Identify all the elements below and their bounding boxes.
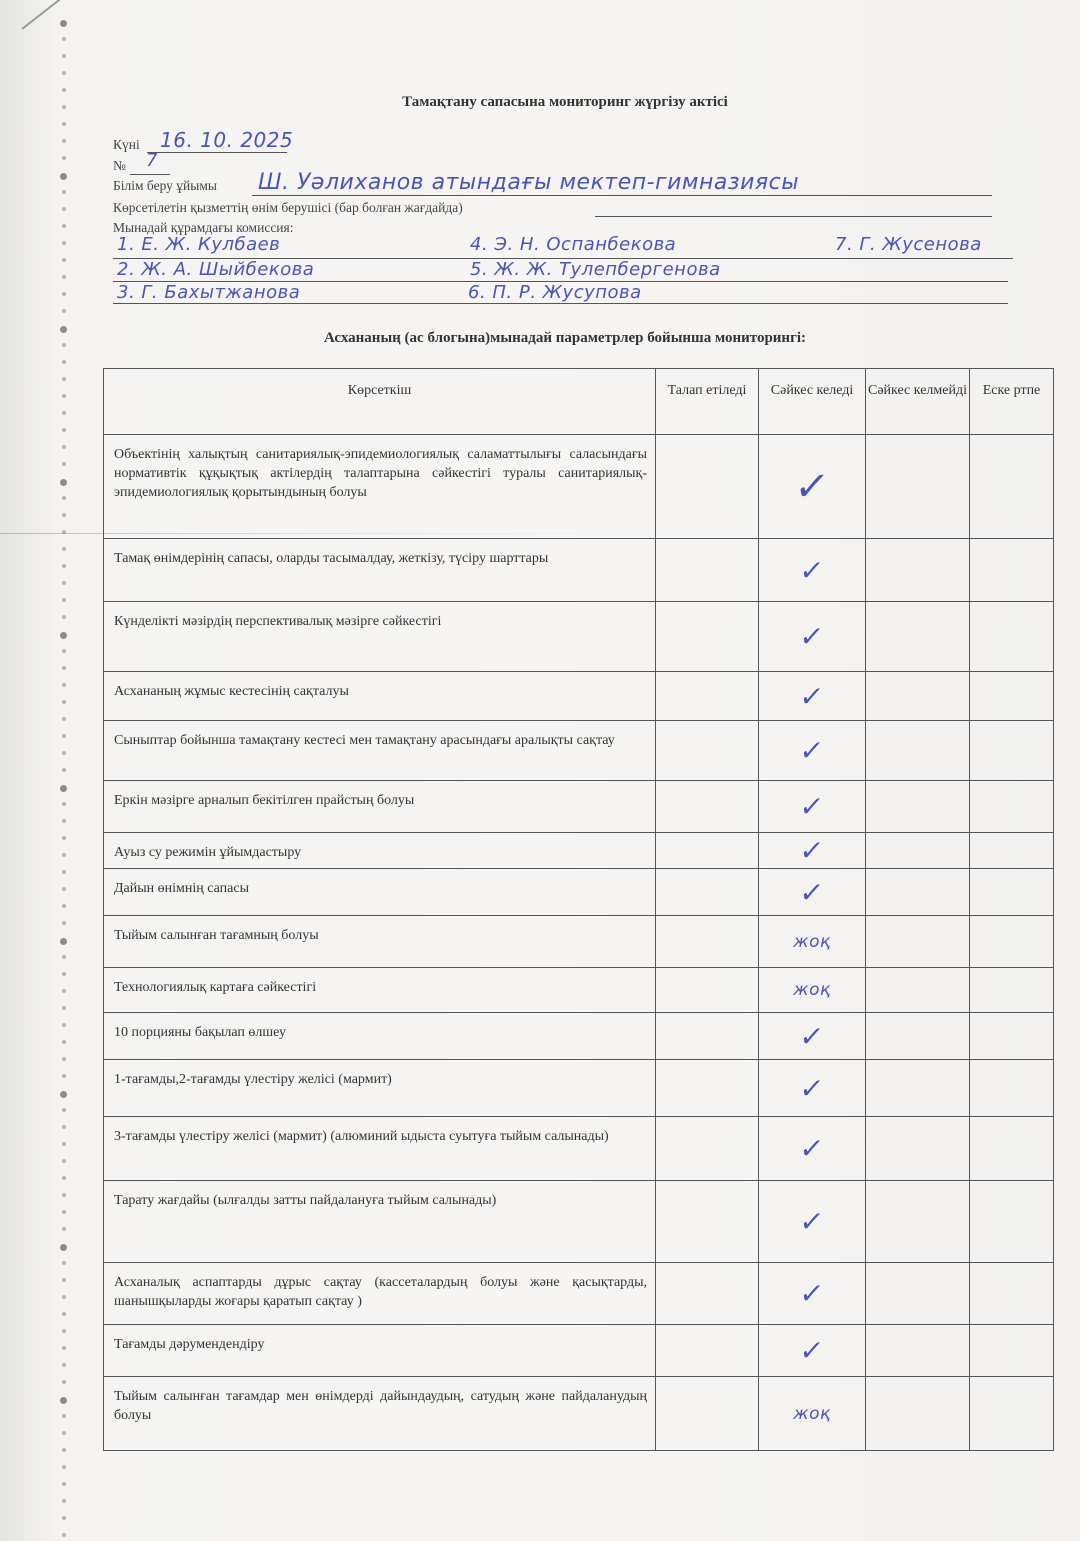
binding-hole bbox=[62, 819, 66, 823]
check-mark-icon: ✓ bbox=[797, 620, 827, 653]
commission-label: Мынадай құрамдағы комиссия: bbox=[113, 220, 294, 235]
binding-hole bbox=[62, 1261, 66, 1265]
required-cell bbox=[656, 968, 759, 1013]
number-label: № bbox=[113, 158, 126, 173]
binding-hole bbox=[62, 768, 66, 772]
required-cell bbox=[656, 1181, 759, 1263]
binding-hole bbox=[62, 377, 66, 381]
binding-hole bbox=[62, 802, 66, 806]
noncompliant-cell bbox=[866, 602, 970, 672]
check-mark-icon: ✓ bbox=[797, 1334, 827, 1367]
binding-hole bbox=[62, 717, 66, 721]
indicator-cell: Сыныптар бойынша тамақтану кестесі мен тамақтану арасындағы аралықты сақтау bbox=[104, 721, 656, 781]
check-mark-icon: ✓ bbox=[797, 834, 827, 867]
date-value: 16. 10. 2025 bbox=[160, 128, 294, 152]
compliant-cell bbox=[759, 539, 866, 602]
binding-hole bbox=[62, 394, 66, 398]
binding-hole bbox=[62, 156, 66, 160]
compliant-cell bbox=[759, 781, 866, 833]
compliant-cell bbox=[759, 721, 866, 781]
noncompliant-cell bbox=[866, 1013, 970, 1060]
binding-hole bbox=[62, 309, 66, 313]
table-header-row bbox=[104, 369, 1054, 435]
note-cell bbox=[970, 1060, 1054, 1117]
binding-hole bbox=[62, 904, 66, 908]
required-cell bbox=[656, 1263, 759, 1325]
table-row bbox=[104, 1181, 1054, 1263]
note-cell bbox=[970, 833, 1054, 869]
binding-hole bbox=[62, 462, 66, 466]
table-row bbox=[104, 1060, 1054, 1117]
school-underline bbox=[252, 195, 992, 196]
provider-underline bbox=[595, 216, 992, 217]
binding-hole bbox=[62, 921, 66, 925]
note-cell bbox=[970, 781, 1054, 833]
compliant-cell bbox=[759, 968, 866, 1013]
binding-hole bbox=[62, 360, 66, 364]
required-cell bbox=[656, 833, 759, 869]
noncompliant-cell bbox=[866, 721, 970, 781]
commission-underline-3 bbox=[113, 303, 1008, 304]
binding-hole bbox=[62, 870, 66, 874]
binding-hole bbox=[62, 1329, 66, 1333]
table-row bbox=[104, 602, 1054, 672]
required-cell bbox=[656, 672, 759, 721]
noncompliant-cell bbox=[866, 1263, 970, 1325]
table-row bbox=[104, 968, 1054, 1013]
table-row bbox=[104, 1117, 1054, 1181]
binding-hole bbox=[62, 1414, 66, 1418]
compliant-cell bbox=[759, 869, 866, 916]
commission-member-2: 2. Ж. А. Шыйбекова bbox=[117, 259, 315, 280]
binding-hole bbox=[62, 598, 66, 602]
binding-hole bbox=[62, 1074, 66, 1078]
noncompliant-cell bbox=[866, 672, 970, 721]
required-cell bbox=[656, 435, 759, 539]
indicator-cell: Асхананың жұмыс кестесінің сақталуы bbox=[104, 672, 656, 721]
binding-hole bbox=[62, 1159, 66, 1163]
binding-hole bbox=[60, 173, 67, 180]
handwritten-note: жоқ bbox=[793, 931, 831, 952]
binding-hole bbox=[62, 1108, 66, 1112]
table-row bbox=[104, 672, 1054, 721]
table-row bbox=[104, 1013, 1054, 1060]
binding-hole bbox=[62, 190, 66, 194]
binding-hole bbox=[62, 649, 66, 653]
note-cell bbox=[970, 869, 1054, 916]
binding-hole bbox=[62, 71, 66, 75]
note-cell bbox=[970, 1377, 1054, 1451]
binding-hole bbox=[62, 1142, 66, 1146]
binding-hole bbox=[62, 1040, 66, 1044]
indicator-cell: 10 порцияны бақылап өлшеу bbox=[104, 1013, 656, 1060]
table-row bbox=[104, 1325, 1054, 1377]
binding-hole bbox=[62, 955, 66, 959]
number-underline bbox=[130, 174, 170, 175]
binding-hole bbox=[60, 1244, 67, 1251]
commission-member-7: 7. Г. Жусенова bbox=[835, 234, 982, 255]
indicator-cell: Ауыз су режимін ұйымдастыру bbox=[104, 833, 656, 869]
binding-hole bbox=[60, 785, 67, 792]
binding-hole bbox=[62, 1210, 66, 1214]
check-mark-icon: ✓ bbox=[792, 463, 832, 510]
school-value: Ш. Уәлиханов атындағы мектеп-гимназиясы bbox=[258, 170, 800, 195]
check-mark-icon: ✓ bbox=[797, 679, 827, 713]
noncompliant-cell bbox=[866, 1325, 970, 1377]
note-cell bbox=[970, 916, 1054, 968]
binding-hole bbox=[62, 241, 66, 245]
header-indicator: Көрсеткіш bbox=[104, 369, 656, 435]
binding-hole bbox=[62, 1193, 66, 1197]
note-cell bbox=[970, 602, 1054, 672]
compliant-cell bbox=[759, 435, 866, 539]
binding-hole bbox=[62, 581, 66, 585]
handwritten-note: жоқ bbox=[793, 1403, 831, 1424]
noncompliant-cell bbox=[866, 968, 970, 1013]
commission-member-5: 5. Ж. Ж. Тулепбергенова bbox=[470, 259, 721, 280]
check-mark-icon: ✓ bbox=[797, 1277, 827, 1310]
binding-hole bbox=[62, 1278, 66, 1282]
compliant-cell bbox=[759, 672, 866, 721]
binding-hole bbox=[62, 1465, 66, 1469]
binding-hole bbox=[62, 1380, 66, 1384]
note-cell bbox=[970, 1263, 1054, 1325]
noncompliant-cell bbox=[866, 916, 970, 968]
check-mark-icon: ✓ bbox=[797, 1132, 827, 1165]
binding-hole bbox=[62, 1431, 66, 1435]
indicator-cell: Тыйым салынған тағамның болуы bbox=[104, 916, 656, 968]
indicator-cell: Асханалық аспаптарды дұрыс сақтау (кассеталардың болуы және қасықтарды, шанышқыларды жоғары қаратып сақтау ) bbox=[104, 1263, 656, 1325]
number-value: 7 bbox=[146, 150, 158, 171]
compliant-cell bbox=[759, 916, 866, 968]
check-mark-icon: ✓ bbox=[797, 734, 827, 767]
binding-hole bbox=[60, 1397, 67, 1404]
note-cell bbox=[970, 1325, 1054, 1377]
school-label: Білім беру ұйымы bbox=[113, 178, 217, 193]
binding-hole bbox=[62, 1448, 66, 1452]
binding-hole bbox=[62, 445, 66, 449]
indicator-cell: Күнделікті мәзірдің перспективалық мәзірге сәйкестігі bbox=[104, 602, 656, 672]
document-title: Тамақтану сапасына мониторинг жүргізу актісі bbox=[402, 94, 728, 110]
binding-hole bbox=[62, 37, 66, 41]
check-mark-icon: ✓ bbox=[797, 875, 827, 909]
table-row bbox=[104, 869, 1054, 916]
binding-hole bbox=[62, 1227, 66, 1231]
binding-hole bbox=[62, 292, 66, 296]
noncompliant-cell bbox=[866, 435, 970, 539]
note-cell bbox=[970, 435, 1054, 539]
header-required: Талап етіледі bbox=[656, 369, 759, 435]
binding-hole bbox=[60, 632, 67, 639]
commission-member-3: 3. Г. Бахытжанова bbox=[117, 282, 301, 303]
compliant-cell bbox=[759, 1117, 866, 1181]
commission-member-4: 4. Э. Н. Оспанбекова bbox=[470, 234, 677, 255]
binding-hole bbox=[62, 1482, 66, 1486]
noncompliant-cell bbox=[866, 1377, 970, 1451]
required-cell bbox=[656, 1117, 759, 1181]
noncompliant-cell bbox=[866, 869, 970, 916]
binding-hole bbox=[62, 275, 66, 279]
indicator-cell: Объектінің халықтың санитариялық-эпидемиологиялық саламаттылығы саласындағы нормативтік құқықтық актілердің талаптарына сәйкестігі туралы санитариялық-эпидемиологиялық қорытындының болуы bbox=[104, 435, 656, 539]
binding-hole bbox=[62, 54, 66, 58]
header-compliant: Сәйкес келеді bbox=[759, 369, 866, 435]
indicator-cell: Дайын өнімнің сапасы bbox=[104, 869, 656, 916]
required-cell bbox=[656, 1013, 759, 1060]
compliant-cell bbox=[759, 1377, 866, 1451]
table-subtitle: Асхананың (ас блогына)мынадай параметрлер бойынша мониторингі: bbox=[323, 330, 807, 346]
indicator-cell: Еркін мәзірге арналып бекітілген прайстың болуы bbox=[104, 781, 656, 833]
binding-hole bbox=[62, 853, 66, 857]
date-underline bbox=[147, 152, 287, 153]
required-cell bbox=[656, 869, 759, 916]
note-cell bbox=[970, 539, 1054, 602]
header-noncompliant: Сәйкес келмейді bbox=[866, 369, 970, 435]
table-row bbox=[104, 435, 1054, 539]
table-row bbox=[104, 1263, 1054, 1325]
binding-hole bbox=[62, 139, 66, 143]
binding-holes bbox=[58, 0, 72, 1541]
header-note: Еске ртпе bbox=[970, 369, 1054, 435]
binding-hole bbox=[62, 615, 66, 619]
binding-hole bbox=[60, 20, 67, 27]
note-cell bbox=[970, 1181, 1054, 1263]
required-cell bbox=[656, 1325, 759, 1377]
required-cell bbox=[656, 781, 759, 833]
indicator-cell: Тағамды дәрумендендіру bbox=[104, 1325, 656, 1377]
check-mark-icon: ✓ bbox=[797, 1071, 827, 1105]
binding-hole bbox=[62, 428, 66, 432]
binding-hole bbox=[62, 734, 66, 738]
indicator-cell: Технологиялық картаға сәйкестігі bbox=[104, 968, 656, 1013]
check-mark-icon: ✓ bbox=[797, 553, 827, 587]
binding-hole bbox=[62, 1516, 66, 1520]
table-row bbox=[104, 833, 1054, 869]
date-label: Күні bbox=[113, 137, 140, 152]
binding-hole bbox=[62, 683, 66, 687]
compliant-cell bbox=[759, 1013, 866, 1060]
binding-hole bbox=[62, 1499, 66, 1503]
required-cell bbox=[656, 539, 759, 602]
commission-member-6: 6. П. Р. Жусупова bbox=[468, 282, 642, 303]
required-cell bbox=[656, 916, 759, 968]
binding-hole bbox=[62, 207, 66, 211]
indicator-cell: Тамақ өнімдерінің сапасы, оларды тасымалдау, жеткізу, түсіру шарттары bbox=[104, 539, 656, 602]
binding-hole bbox=[62, 1176, 66, 1180]
table-row bbox=[104, 781, 1054, 833]
binding-hole bbox=[62, 496, 66, 500]
required-cell bbox=[656, 1060, 759, 1117]
table-row bbox=[104, 721, 1054, 781]
check-mark-icon: ✓ bbox=[797, 790, 827, 823]
binding-hole bbox=[62, 547, 66, 551]
binding-hole bbox=[62, 666, 66, 670]
compliant-cell bbox=[759, 602, 866, 672]
monitoring-table bbox=[103, 368, 1054, 1451]
commission-member-1: 1. Е. Ж. Кулбаев bbox=[117, 234, 281, 255]
indicator-cell: Тарату жағдайы (ылғалды затты пайдалануға тыйым салынады) bbox=[104, 1181, 656, 1263]
binding-hole bbox=[62, 1125, 66, 1129]
required-cell bbox=[656, 1377, 759, 1451]
binding-hole bbox=[62, 972, 66, 976]
noncompliant-cell bbox=[866, 1060, 970, 1117]
indicator-cell: 1-тағамды,2-тағамды үлестіру желісі (мармит) bbox=[104, 1060, 656, 1117]
compliant-cell bbox=[759, 833, 866, 869]
binding-hole bbox=[60, 938, 67, 945]
binding-hole bbox=[62, 1363, 66, 1367]
compliant-cell bbox=[759, 1181, 866, 1263]
noncompliant-cell bbox=[866, 781, 970, 833]
binding-hole bbox=[62, 836, 66, 840]
binding-hole bbox=[62, 887, 66, 891]
binding-hole bbox=[62, 88, 66, 92]
note-cell bbox=[970, 1013, 1054, 1060]
table-row bbox=[104, 916, 1054, 968]
binding-hole bbox=[62, 411, 66, 415]
binding-hole bbox=[60, 1091, 67, 1098]
table-row bbox=[104, 539, 1054, 602]
binding-hole bbox=[62, 1006, 66, 1010]
binding-hole bbox=[62, 224, 66, 228]
binding-hole bbox=[62, 122, 66, 126]
indicator-cell: 3-тағамды үлестіру желісі (мармит) (алюминий ыдыста суытуға тыйым салынады) bbox=[104, 1117, 656, 1181]
binding-hole bbox=[62, 1057, 66, 1061]
note-cell bbox=[970, 968, 1054, 1013]
binding-hole bbox=[62, 258, 66, 262]
provider-label: Көрсетілетін қызметтің өнім берушісі (бар болған жағдайда) bbox=[113, 200, 463, 215]
binding-hole bbox=[62, 1312, 66, 1316]
binding-hole bbox=[62, 700, 66, 704]
binding-hole bbox=[60, 479, 67, 486]
binding-hole bbox=[62, 1295, 66, 1299]
binding-hole bbox=[62, 1346, 66, 1350]
note-cell bbox=[970, 721, 1054, 781]
check-mark-icon: ✓ bbox=[797, 1205, 827, 1238]
binding-hole bbox=[62, 564, 66, 568]
table-row bbox=[104, 1377, 1054, 1451]
check-mark-icon: ✓ bbox=[797, 1019, 827, 1053]
required-cell bbox=[656, 721, 759, 781]
compliant-cell bbox=[759, 1060, 866, 1117]
handwritten-note: жоқ bbox=[793, 980, 831, 1000]
noncompliant-cell bbox=[866, 1181, 970, 1263]
noncompliant-cell bbox=[866, 1117, 970, 1181]
binding-hole bbox=[62, 1023, 66, 1027]
compliant-cell bbox=[759, 1263, 866, 1325]
binding-hole bbox=[62, 989, 66, 993]
indicator-cell: Тыйым салынған тағамдар мен өнімдерді дайындаудың, сатудың және пайдаланудың болуы bbox=[104, 1377, 656, 1451]
binding-hole bbox=[62, 751, 66, 755]
required-cell bbox=[656, 602, 759, 672]
note-cell bbox=[970, 1117, 1054, 1181]
noncompliant-cell bbox=[866, 833, 970, 869]
noncompliant-cell bbox=[866, 539, 970, 602]
note-cell bbox=[970, 672, 1054, 721]
binding-hole bbox=[62, 1533, 66, 1537]
binding-hole bbox=[62, 513, 66, 517]
compliant-cell bbox=[759, 1325, 866, 1377]
